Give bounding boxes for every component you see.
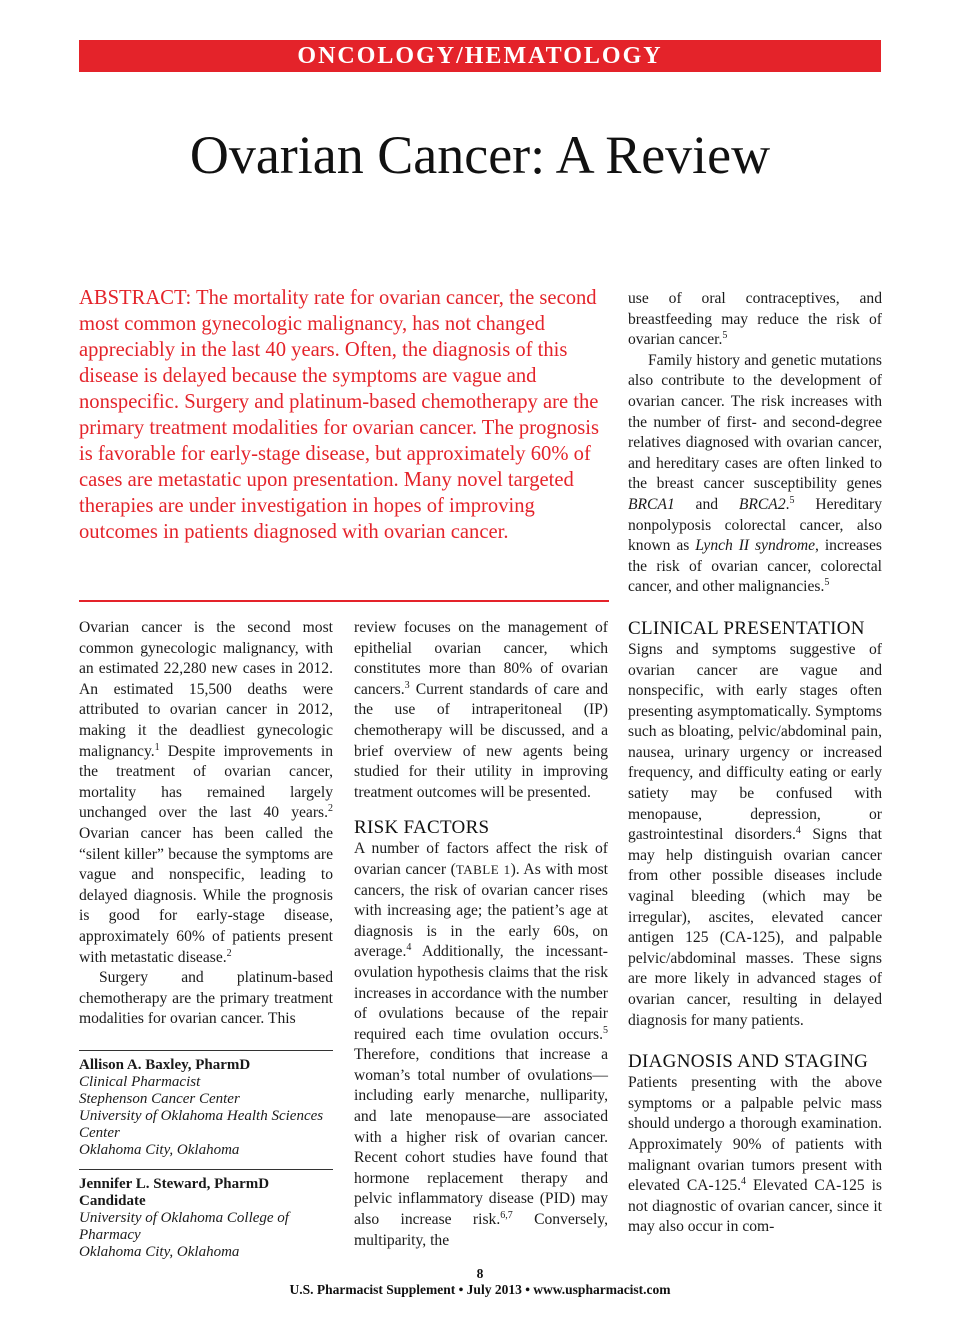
section-banner: ONCOLOGY/HEMATOLOGY xyxy=(79,40,881,72)
page-footer xyxy=(0,1266,960,1298)
column-3 xyxy=(628,289,882,1238)
abstract: ABSTRACT: The mortality rate for ovarian cancer, the second most common gynecologic malignancy, has not changed appreciably in the last 40 years. Often, the diagnosis of this disease is delayed because the symptoms are vague and nonspecific. Surgery and platinum-based chemotherapy are the primary treatment modalities for ovarian cancer. The prognosis is favorable for early-stage disease, but approximately 60% of cases are metastatic upon presentation. Many novel targeted therapies are under investigation in hopes of improving outcomes in patients diagnosed with ovarian cancer. xyxy=(79,287,600,543)
surgery-paragraph: Surgery and platinum-based chemotherapy are the primary treatment modalities for ovarian cancer. This xyxy=(79,969,333,1028)
heading-diagnosis-staging: DIAGNOSIS AND STAGING xyxy=(628,1051,869,1073)
family-history-paragraph: Family history and genetic mutations also contribute to the development of ovarian cancer. The risk increases with the number of first- and second-degree relatives diagnosed with ovarian cancer, and hereditary cases are often linked to the breast cancer susceptibility genes BRCA1 and BRCA2.$^5$ Hereditary nonpolyposis colorectal cancer, also known as Lynch II syndrome, increases the risk of ovarian cancer, colorectal cancer, and other malignancies.$^5$ xyxy=(628,351,882,596)
review-focus-paragraph: review focuses on the management of epithelial ovarian cancer, which constitutes more than 80% of ovarian cancers.$^3$ Current standards of care and the use of intraperitoneal (IP) chemotherapy will be discussed, and a brief overview of new agents being studied for their utility in improving treatment outcomes will be presented. xyxy=(354,619,608,801)
risk-paragraph: A number of factors affect the risk of ovarian cancer (TABLE 1). As with most cancers, the risk of ovarian cancer rises with increasing age; the patient’s age at diagnosis is in the early 60s, on average.$^4$ Additionally, the incessant-ovulation hypothesis claims that the risk increases in accordance with the number of ovulations because of the repair required each time ovulation occurs.$^5$ Therefore, conditions that increase a woman’s total number of ovulations—including early menarche, nulliparity, and late menopause—are associated with a higher risk of ovarian cancer. Recent cohort studies have found that hormone replacement therapy and pelvic inflammatory disease (PID) may also increase risk.$^{6,7}$ Conversely, multiparity, the xyxy=(354,840,608,1249)
author-block-2: Jennifer L. Steward, PharmD Candidate University of Oklahoma College of Pharmacy Oklahoma City, Oklahoma xyxy=(79,1170,333,1267)
column-2 xyxy=(354,618,608,1251)
article-title: Ovarian Cancer: A Review xyxy=(189,125,771,185)
heading-risk-factors: RISK FACTORS xyxy=(354,817,490,839)
intro-paragraph: Ovarian cancer is the second most common gynecologic malignancy, with an estimated 22,280 new cases in 2012. An estimated 15,500 deaths were attributed to ovarian cancer in 2012, making it the deadliest gynecologic malignancy.$^1$ Despite improvements in the treatment of ovarian cancer, mortality has remained largely unchanged over the last 40 years.$^2$ Ovarian cancer has been called the “silent killer” because the symptoms are vague and nonspecific, leading to delayed diagnosis. While the prognosis is good for early-stage disease, approximately 60% of patients present with metastatic disease.$^2$ xyxy=(79,619,333,966)
page-number: 8 xyxy=(476,1266,484,1281)
author-name: Jennifer L. Steward, PharmD Candidate xyxy=(79,1175,270,1209)
heading-clinical-presentation: CLINICAL PRESENTATION xyxy=(628,617,865,639)
column-1 xyxy=(79,618,333,1267)
contraceptive-paragraph: use of oral contraceptives, and breastfeeding may reduce the risk of ovarian cancer.$^5$ xyxy=(628,290,882,349)
publication-line: U.S. Pharmacist Supplement • July 2013 • www.uspharmacist.com xyxy=(289,1282,671,1297)
abstract-divider xyxy=(79,600,609,602)
clinical-paragraph: Signs and symptoms suggestive of ovarian cancer are vague and nonspecific, with early stages often presenting asymptomatically. Symptoms such as bloating, pelvic/abdominal pain, nausea, urinary urgency or increased frequency, and difficulty eating or early satiety may be confused with menopause, depression, or gastrointestinal disorders.$^4$ Signs that may help distinguish ovarian cancer from other possible diseases include vaginal bleeding (which may be irregular), ascites, elevated cancer antigen 125 (CA-125), and palpable pelvic/abdominal masses. These signs are more likely in advanced stages of ovarian cancer, resulting in delayed diagnosis for many patients. xyxy=(628,640,882,1029)
author-name: Allison A. Baxley, PharmD xyxy=(79,1056,251,1073)
author-block-1: Allison A. Baxley, PharmD Clinical Pharmacist Stephenson Cancer Center University of Oklahoma Health Sciences Center Oklahoma City, Oklahoma xyxy=(79,1051,333,1165)
diagnosis-paragraph: Patients presenting with the above symptoms or a palpable pelvic mass should undergo a thorough examination. Approximately 90% of patients with malignant ovarian tumors present with elevated CA-125.$^4$ Elevated CA-125 is not diagnostic of ovarian cancer, since it may also occur in com- xyxy=(628,1074,882,1236)
